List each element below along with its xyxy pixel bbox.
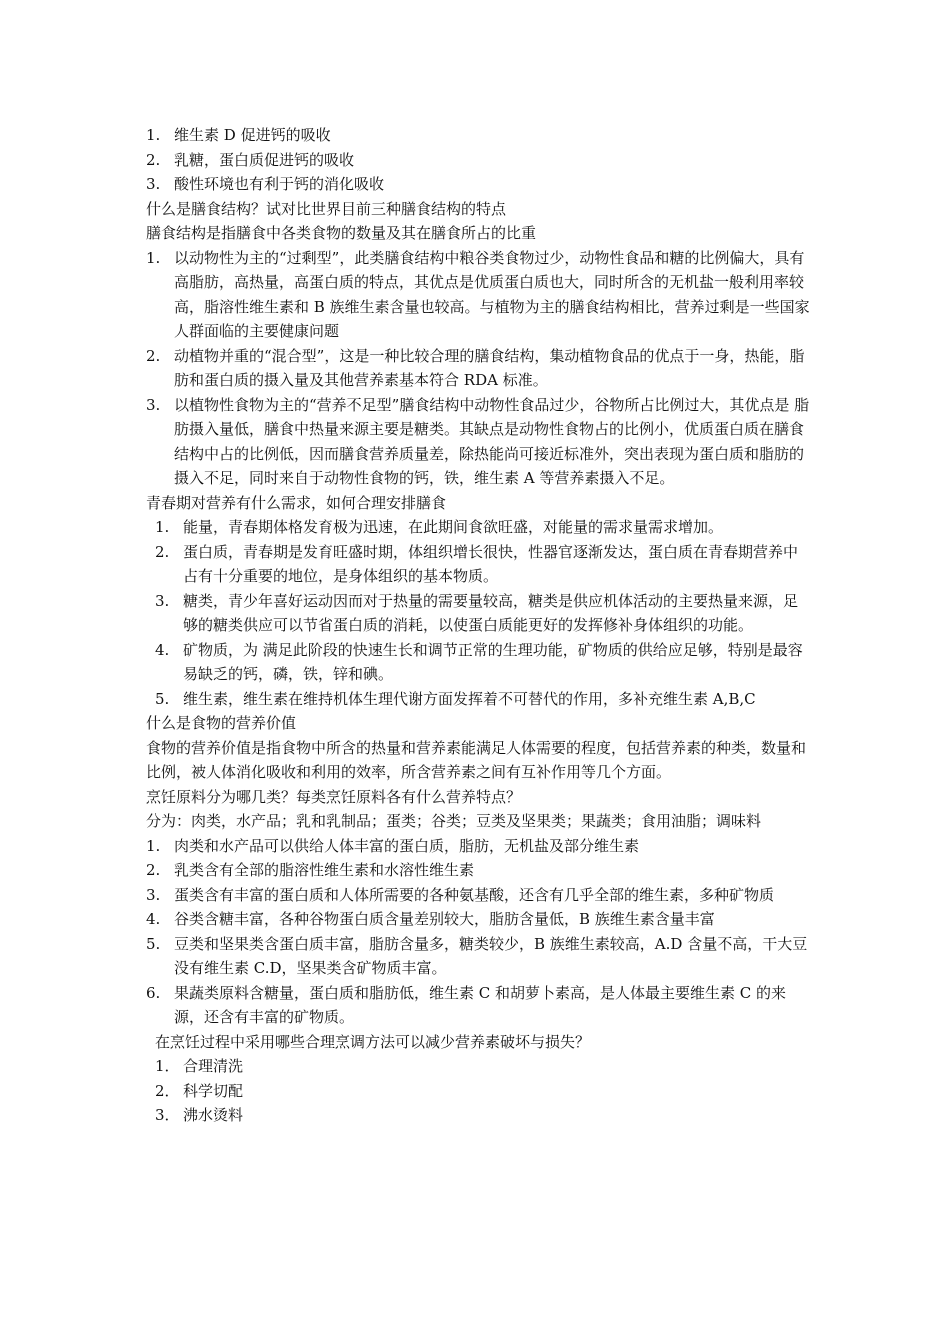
document-body	[146, 123, 810, 1128]
list-number: 2.	[155, 542, 170, 561]
list-text: 维生素 D 促进钙的吸收	[174, 126, 331, 144]
raw-materials-categories: 分为：肉类，水产品；乳和乳制品；蛋类；谷类；豆类及坚果类；果蔬类；食用油脂；调味料	[146, 812, 762, 830]
list-text: 合理清洗	[183, 1057, 244, 1075]
list-text: 以植物性食物为主的“营养不足型”膳食结构中动物性食品过少，谷物所占比例过大，其优点是 脂肪摄入量低，膳食中热量来源主要是糖类。其缺点是动物性食物占的比例小，优质蛋白质在膳食结构中占的比例低，因而膳食营养质量差，除热能尚可接近标准外，突出表现为蛋白质和脂肪的摄入不足，同时来自于动物性食物的钙，铁，维生素 A 等营养素摄入不足。	[174, 395, 810, 487]
list-text: 肉类和水产品可以供给人体丰富的蛋白质，脂肪，无机盐及部分维生素	[174, 836, 640, 855]
list-text: 果蔬类原料含糖量，蛋白质和脂肪低，维生素 C 和胡萝卜素高，是人体最主要维生素 C 的来源，还含有丰富的矿物质。	[174, 983, 787, 1026]
diet-structure-definition: 膳食结构是指膳食中各类食物的数量及其在膳食所占的比重	[146, 224, 537, 242]
list-text: 糖类，青少年喜好运动因而对于热量的需要量较高，糖类是供应机体活动的主要热量来源，足够的糖类供应可以节省蛋白质的消耗，以使蛋白质能更好的发挥修补身体组织的功能。	[183, 591, 799, 634]
list-item	[155, 515, 810, 540]
adolescence-question: 青春期对营养有什么需求，如何合理安排膳食	[146, 493, 447, 512]
list-item	[146, 246, 810, 344]
list-number: 6.	[146, 983, 161, 1002]
list-item	[155, 540, 810, 589]
list-item	[146, 981, 810, 1030]
list-number: 1.	[155, 518, 170, 536]
list-number: 2.	[146, 346, 161, 365]
list-text: 谷类含糖丰富，各种谷物蛋白质含量差别较大，脂肪含量低，B 族维生素含量丰富	[174, 910, 715, 928]
list-number: 2．	[155, 1081, 180, 1100]
nutritional-value-answer: 食物的营养价值是指食物中所含的热量和营养素能满足人体需要的程度，包括营养素的种类，数量和比例，被人体消化吸收和利用的效率，所含营养素之间有互补作用等几个方面。	[146, 738, 807, 781]
list-item	[146, 148, 810, 173]
nutritional-value-question: 什么是食物的营养价值	[146, 714, 297, 732]
list-item	[146, 344, 810, 393]
list-item	[146, 172, 810, 197]
list-number: 1.	[146, 248, 161, 267]
list-text: 乳类含有全部的脂溶性维生素和水溶性维生素	[174, 861, 475, 879]
list-text: 豆类和坚果类含蛋白质丰富，脂肪含量多，糖类较少，B 族维生素较高，A.D 含量不高，干大豆没有维生素 C.D，坚果类含矿物质丰富。	[174, 934, 808, 977]
list-number: 4.	[146, 910, 161, 928]
list-text: 矿物质，为 满足此阶段的快速生长和调节正常的生理功能，矿物质的供给应足够，特别是最容易缺乏的钙，磷，铁，锌和碘。	[183, 640, 803, 683]
list-text: 沸水烫料	[183, 1106, 244, 1124]
list-number: 1.	[146, 836, 161, 855]
list-text: 酸性环境也有利于钙的消化吸收	[174, 175, 385, 193]
list-item	[155, 589, 810, 638]
list-text: 维生素，维生素在维持机体生理代谢方面发挥着不可替代的作用，多补充维生素 A,B,C	[183, 689, 756, 708]
list-number: 1.	[146, 126, 161, 144]
list-text: 乳糖，蛋白质促进钙的吸收	[174, 150, 355, 169]
list-text: 能量，青春期体格发育极为迅速，在此期间食欲旺盛，对能量的需求量需求增加。	[183, 518, 724, 536]
list-number: 3.	[155, 591, 170, 610]
list-number: 1．	[155, 1057, 180, 1075]
list-item	[146, 883, 810, 908]
list-item	[155, 638, 810, 687]
raw-materials-question: 烹饪原料分为哪几类？每类烹饪原料各有什么营养特点？	[146, 787, 522, 806]
list-number: 5.	[155, 689, 170, 708]
list-text: 蛋白质，青春期是发育旺盛时期，体组织增长很快，性器官逐渐发达，蛋白质在青春期营养中占有十分重要的地位，是身体组织的基本物质。	[183, 542, 799, 585]
list-text: 科学切配	[183, 1081, 244, 1100]
list-item	[155, 687, 810, 712]
diet-structure-question: 什么是膳食结构？试对比世界目前三种膳食结构的特点	[146, 199, 507, 218]
list-number: 3.	[146, 175, 161, 193]
list-item	[155, 1054, 810, 1079]
cooking-methods-question: 在烹饪过程中采用哪些合理烹调方法可以减少营养素破坏与损失？	[155, 1032, 591, 1051]
list-item	[155, 1079, 810, 1104]
list-number: 3．	[155, 1106, 180, 1124]
list-number: 2.	[146, 150, 161, 169]
list-item	[146, 932, 810, 981]
list-number: 5.	[146, 934, 161, 953]
list-item	[146, 834, 810, 859]
list-text: 蛋类含有丰富的蛋白质和人体所需要的各种氨基酸，还含有几乎全部的维生素，多种矿物质	[174, 885, 775, 904]
list-number: 4.	[155, 640, 170, 659]
list-item	[146, 123, 810, 148]
list-text: 以动物性为主的“过剩型”，此类膳食结构中粮谷类食物过少，动物性食品和糖的比例偏大，具有高脂肪，高热量，高蛋白质的特点，其优点是优质蛋白质也大，同时所含的无机盐一般利用率较高，脂溶性维生素和 B 族维生素含量也较高。与植物为主的膳食结构相比，营养过剩是一些国家人群面临的主要健康问题	[174, 248, 810, 340]
list-item	[146, 907, 810, 932]
list-number: 3.	[146, 395, 161, 414]
list-item	[146, 393, 810, 491]
list-number: 3.	[146, 885, 161, 904]
list-item	[146, 858, 810, 883]
list-number: 2.	[146, 861, 161, 879]
list-item	[155, 1103, 810, 1128]
list-text: 动植物并重的“混合型”，这是一种比较合理的膳食结构，集动植物食品的优点于一身，热能，脂肪和蛋白质的摄入量及其他营养素基本符合 RDA 标准。	[174, 346, 805, 389]
